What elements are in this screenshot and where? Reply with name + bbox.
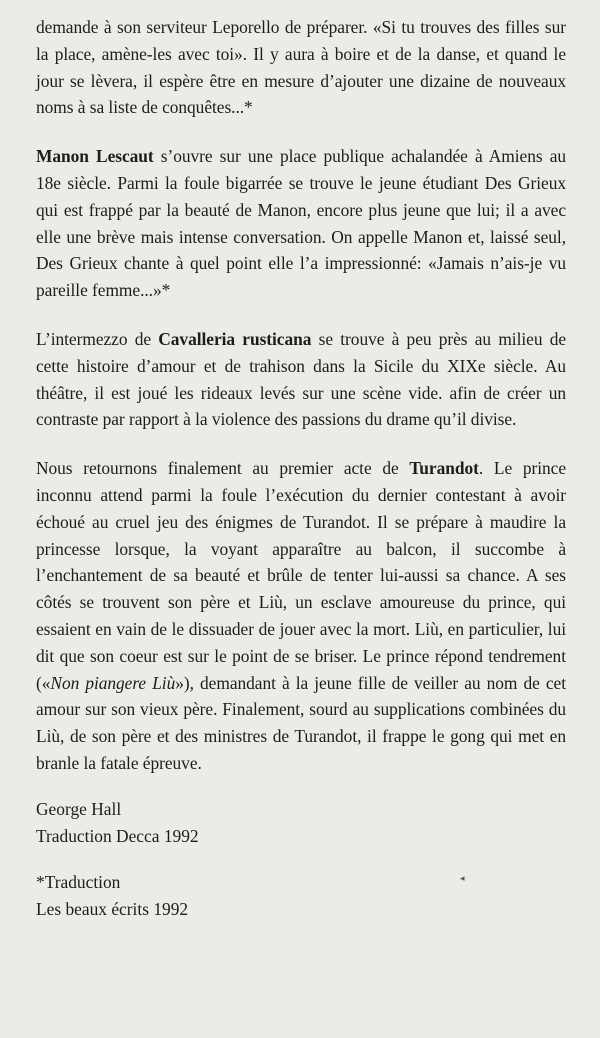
opera-title-turandot: Turandot: [409, 458, 479, 479]
opera-title-manon-lescaut: Manon Lescaut: [36, 146, 154, 167]
footnote-credit: [36, 869, 566, 923]
paragraph-text-lead: L’intermezzo de: [36, 328, 159, 349]
opera-title-cavalleria-rusticana: Cavalleria rusticana: [158, 328, 312, 349]
paragraph-turandot: [36, 455, 566, 777]
paragraph-text-lead: Nous retournons finalement au premier acte de: [36, 458, 410, 479]
paragraph-text: demande à son serviteur Leporello de préparer. «Si tu trouves des filles sur la place, amène-les avec toi». Il y aura à boire et de la danse, et quand le jour se lèvera, il espère être en mesure d’ajouter une dizaine de nouveaux noms à sa liste de conquêtes...*: [36, 17, 566, 118]
paragraph-text: se trouve à peu près au milieu de cette histoire d’amour et de trahison dans la Sicile du XIXe siècle. Au théâtre, il est joué les rideaux levés sur une scène vide. afin de créer un contraste par rapport à la violence des passions du drame qu’il divise.: [36, 328, 567, 430]
aria-title-non-piangere: Non piangere Liù: [50, 672, 176, 693]
paragraph-text: . Le prince inconnu attend parmi la foule l’exécution du dernier contestant à avoir échoué au cruel jeu des énigmes de Turandot. Il se prépare à maudire la princesse lorsque, la voyant apparaître au balcon, il succombe à l’enchantement de sa beauté et brûle de tenter lui-aussi sa chance. A ses côtés se trouvent son père et Liù, un esclave amoureuse du prince, qui essaient en vain de le dissuader de jouer avec la mort. Liù, en particulier, lui dit que son coeur est sur le point de se briser. Le prince répond tendrement («: [36, 458, 566, 693]
printing-speck-icon: ◂: [460, 873, 465, 883]
paragraph-cavalleria-rusticana: [36, 326, 566, 433]
footnote-label: *Traduction: [36, 871, 121, 892]
paragraph-text-end: »), demandant à la jeune fille de veiller au nom de cet amour sur son vieux père. Finalement, sourd au supplications combinées du Liù, de son père et des ministres de Turandot, il frappe le gong qui met en branle la fatale épreuve.: [36, 672, 566, 773]
author-credit: [36, 796, 566, 850]
author-name: George Hall: [36, 798, 122, 819]
paragraph-don-giovanni-ending: [36, 14, 566, 121]
paragraph-manon-lescaut: [36, 143, 566, 304]
translation-credit: Traduction Decca 1992: [36, 825, 199, 846]
paragraph-text: s’ouvre sur une place publique achalandée à Amiens au 18e siècle. Parmi la foule bigarrée se trouve le jeune étudiant Des Grieux qui est frappé par la beauté de Manon, encore plus jeune que lui; il a avec elle une brève mais intense conversation. On appelle Manon et, laissé seul, Des Grieux chante à quel point elle l’a impressionné: «Jamais n’ais-je vu pareille femme...»*: [36, 146, 567, 301]
footnote-source: Les beaux écrits 1992: [36, 898, 189, 919]
